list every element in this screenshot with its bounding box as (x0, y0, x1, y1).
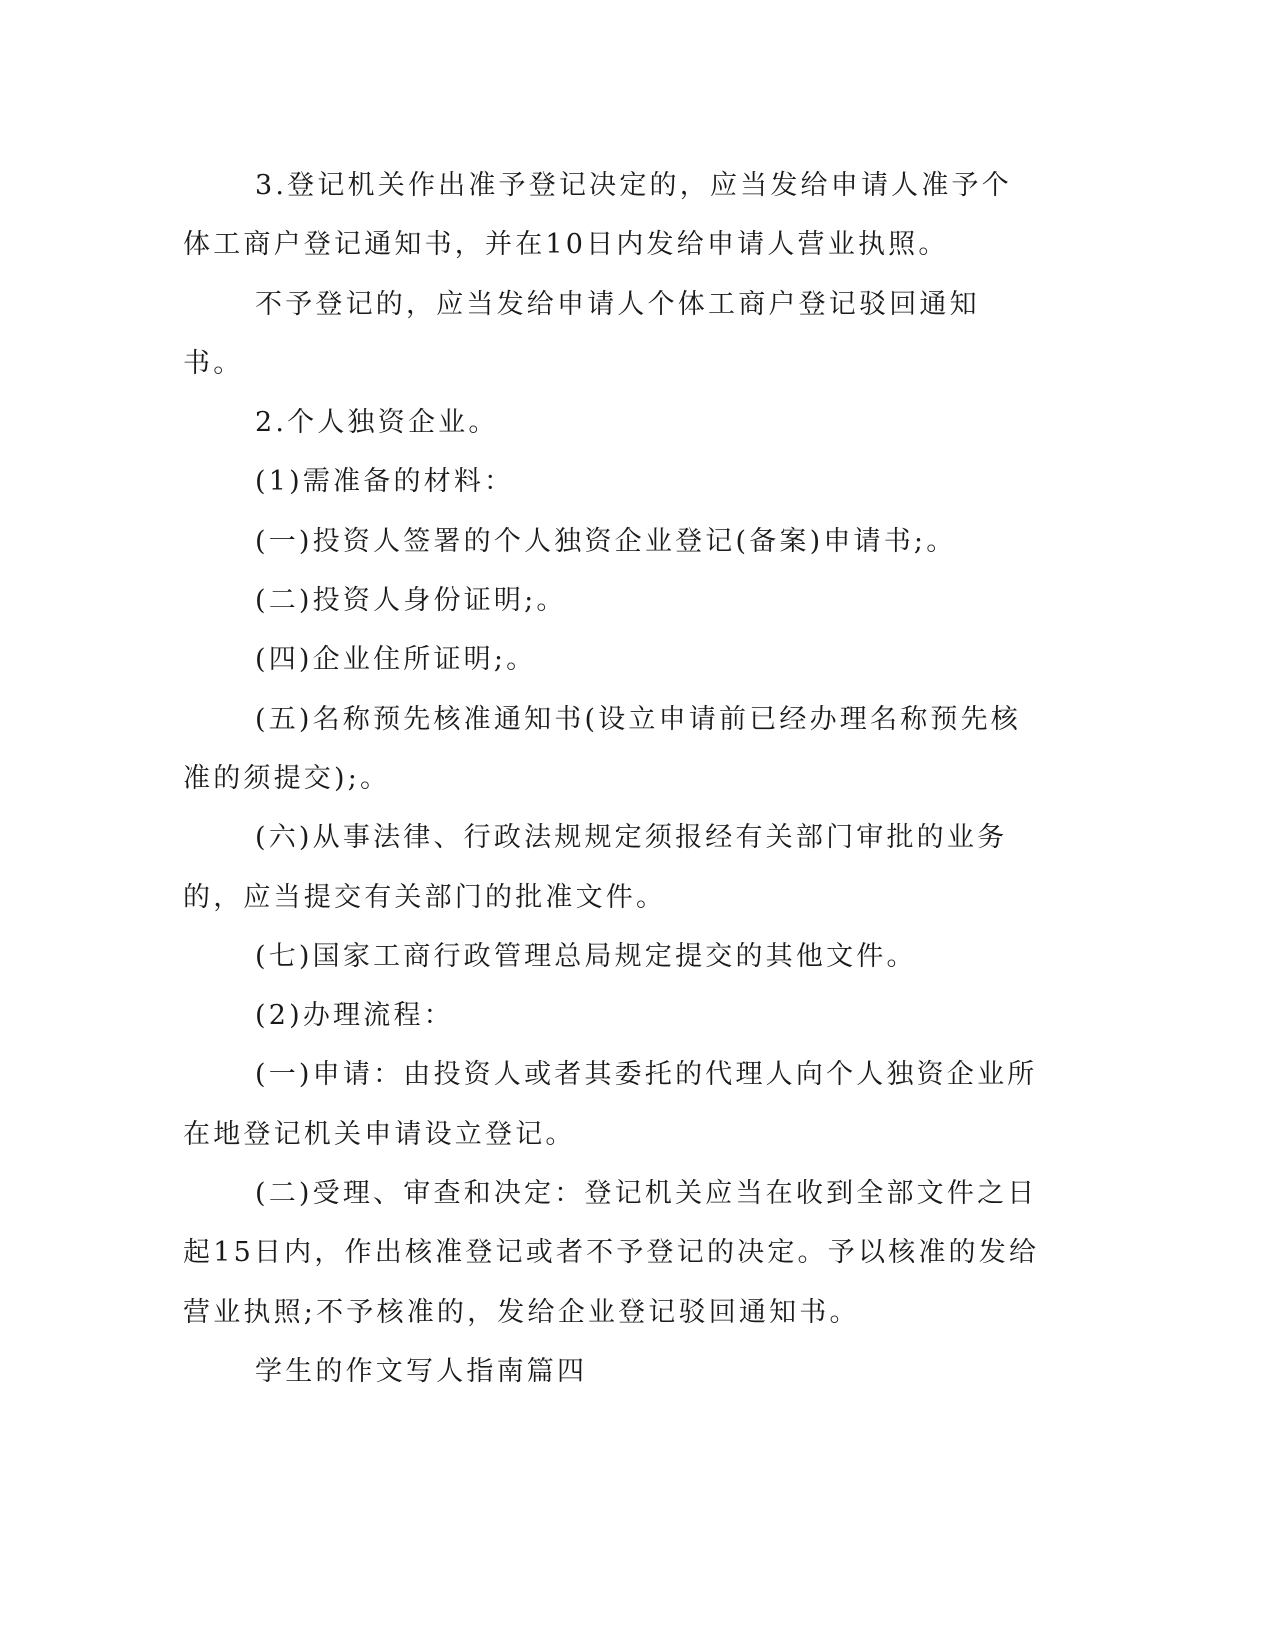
list-item-application: (一)申请：由投资人或者其委托的代理人向个人独资企业所在地登记机关申请设立登记。 (183, 1059, 1038, 1150)
list-item-review-decision: (二)受理、审查和决定：登记机关应当在收到全部文件之日起15日内，作出核准登记或者不予登记的决定。予以核准的发给营业执照;不予核准的，发给企业登记驳回通知书。 (183, 1178, 1040, 1328)
paragraph-rejection-notice: 不予登记的，应当发给申请人个体工商户登记驳回通知书。 (183, 288, 980, 379)
list-item-address-proof: (四)企业住所证明;。 (255, 644, 537, 676)
list-item-identity-proof: (二)投资人身份证明;。 (255, 585, 567, 617)
subheading-procedure: (2)办理流程： (255, 1000, 454, 1032)
section-title-guide-part-four: 学生的作文写人指南篇四 (255, 1355, 588, 1387)
document-body (183, 156, 1040, 1401)
list-item-name-approval: (五)名称预先核准通知书(设立申请前已经办理名称预先核准的须提交);。 (183, 703, 1021, 794)
list-item-other-documents: (七)国家工商行政管理总局规定提交的其他文件。 (255, 940, 917, 972)
subheading-required-materials: (1)需准备的材料： (255, 466, 515, 498)
paragraph-business-license-notice: 3.登记机关作出准予登记决定的，应当发给申请人准予个体工商户登记通知书，并在10日内发给申请人营业执照。 (183, 170, 1012, 261)
list-item-application-form: (一)投资人签署的个人独资企业登记(备案)申请书;。 (255, 525, 957, 557)
list-item-department-approval: (六)从事法律、行政法规规定须报经有关部门审批的业务的，应当提交有关部门的批准文件。 (183, 822, 1008, 913)
section-heading-sole-proprietorship: 2.个人独资企业。 (255, 407, 499, 439)
